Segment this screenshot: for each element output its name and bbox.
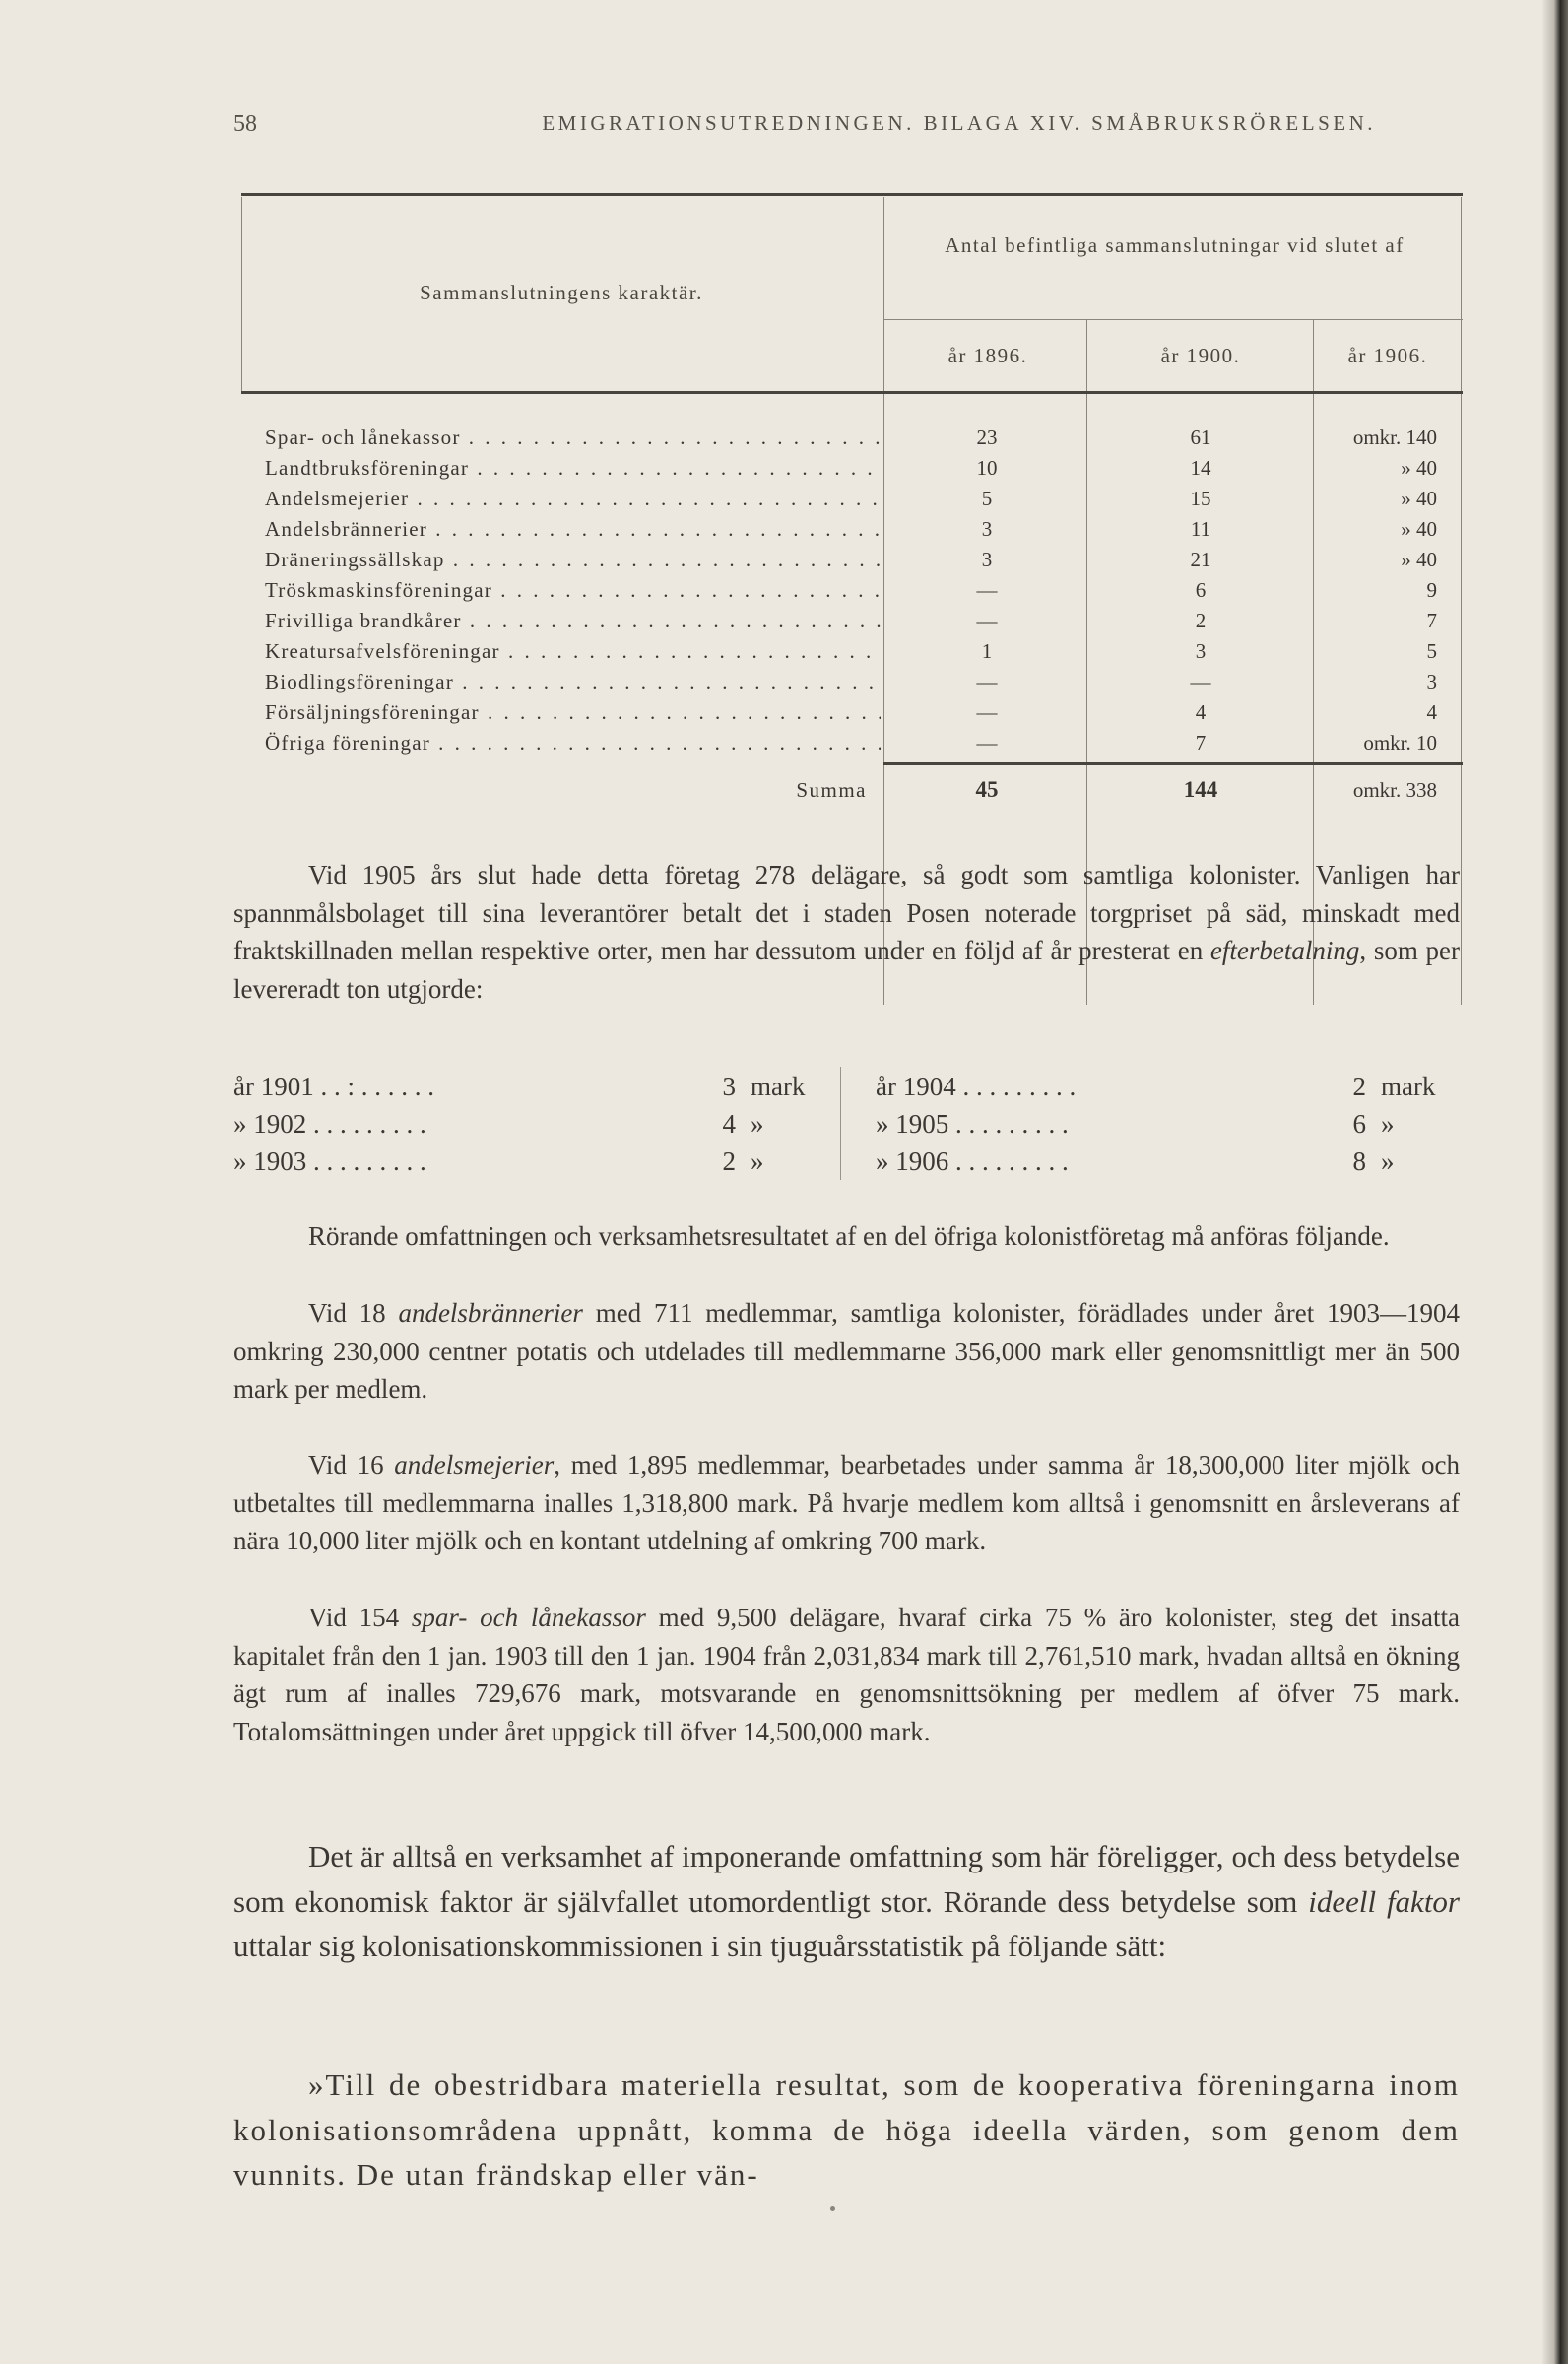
italic-term: ideell faktor [1308, 1883, 1460, 1919]
payment-value: 6 [1352, 1109, 1366, 1139]
value-1906: » 40 [1401, 548, 1437, 571]
paragraph-mejerier: Vid 16 andelsmejerier, med 1,895 medlemmar, bearbetades under samma år 18,300,000 liter mjölk och utbetaltes till medlemmarna inalles 1,318,800 mark. På hvarje medlem kom alltså i genomsnitt en årsleverans af nära 10,000 liter mjölk och en kontant utdelning af omkring 700 mark. [233, 1450, 1460, 1555]
payment-year: » 1905 . . . . . . . . . [876, 1109, 1069, 1139]
payment-year: år 1901 . . : . . . . . . [233, 1072, 434, 1101]
payment-value: 2 [722, 1147, 736, 1176]
payment-row [233, 1105, 1460, 1143]
row-label: Kreatursafvelsföreningar . . . [265, 636, 881, 667]
payment-value: 8 [1352, 1147, 1366, 1176]
column-header-1900: år 1900. [1160, 344, 1241, 367]
payment-unit: mark [1381, 1072, 1436, 1101]
row-label: Tröskmaskinsföreningar . . . [265, 575, 881, 606]
table-top-rule [241, 193, 1463, 196]
table-row [241, 636, 1463, 667]
page-number: 58 [233, 111, 257, 137]
sum-1896: 45 [975, 777, 999, 802]
payment-year: » 1906 . . . . . . . . . [876, 1147, 1069, 1176]
payment-value: 4 [722, 1109, 736, 1139]
value-1896: — [976, 578, 998, 602]
running-header [233, 111, 1376, 138]
header-divider [883, 319, 1463, 320]
value-1900: 61 [1190, 426, 1211, 449]
table-row [241, 514, 1463, 545]
value-1896: — [976, 609, 998, 632]
sum-rule [883, 762, 1463, 765]
table-row [241, 575, 1463, 606]
row-label: Spar- och lånekassor . . . [265, 423, 881, 453]
italic-term: efterbetalning [1209, 936, 1360, 965]
book-binding-edge [1542, 0, 1568, 2364]
payment-unit: » [751, 1147, 764, 1176]
column-header-character: Sammanslutningens karaktär. [420, 281, 703, 304]
row-label: Andelsmejerier . . . [265, 484, 881, 514]
value-1906: omkr. 10 [1363, 731, 1437, 755]
value-1900: 11 [1190, 517, 1211, 541]
value-1896: 5 [981, 487, 993, 510]
italic-term: spar- och lånekassor [411, 1603, 646, 1632]
row-label: Frivilliga brandkårer . . . [265, 606, 881, 636]
sum-1900: 144 [1183, 777, 1218, 802]
italic-term: andelsmejerier [394, 1450, 555, 1479]
payment-unit: » [1381, 1109, 1395, 1139]
table-row [241, 484, 1463, 514]
value-1900: 4 [1195, 700, 1207, 724]
payment-value: 2 [1352, 1072, 1366, 1101]
payment-row [233, 1068, 1460, 1105]
table-row [241, 667, 1463, 697]
payment-year: » 1903 . . . . . . . . . [233, 1147, 426, 1176]
italic-term: andelsbrännerier [398, 1298, 583, 1328]
group-header: Antal befintliga sammanslutningar vid slutet af [945, 233, 1405, 257]
payment-unit: » [751, 1109, 764, 1139]
value-1896: — [976, 700, 998, 724]
value-1900: 2 [1195, 609, 1207, 632]
value-1896: 3 [981, 517, 993, 541]
payment-value: 3 [722, 1072, 736, 1101]
row-label: Andelsbrännerier . . . [265, 514, 881, 545]
value-1906: » 40 [1401, 487, 1437, 510]
paragraph-conclusion: Det är alltså en verksamhet af imponerande omfattning som här föreligger, och dess betydelse som ekonomisk faktor är självfallet utomordentligt stor. Rörande dess betydelse som ideell faktor uttalar sig kolonisationskommissionen i sin tjuguårsstatistik på följande sätt: [233, 1839, 1460, 1963]
column-header-1896: år 1896. [947, 344, 1028, 367]
payment-unit: » [1381, 1147, 1395, 1176]
payment-unit: mark [751, 1072, 806, 1101]
value-1896: 3 [981, 548, 993, 571]
row-label: Öfriga föreningar . . . [265, 728, 881, 758]
value-1900: — [1190, 670, 1211, 693]
value-1906: omkr. 140 [1352, 426, 1437, 449]
table-row [241, 606, 1463, 636]
value-1896: 23 [976, 426, 998, 449]
value-1900: 21 [1190, 548, 1211, 571]
print-speck [830, 2206, 835, 2211]
paragraph-quote: »Till de obestridbara materiella resultat, som de kooperativa föreningarna inom kolonisationsområdena uppnått, komma de höga ideella värden, som genom dem vunnits. De utan frändskap eller vän- [233, 2068, 1460, 2192]
value-1900: 14 [1190, 456, 1211, 480]
table-row [241, 423, 1463, 453]
sum-row [241, 774, 1463, 806]
value-1900: 15 [1190, 487, 1211, 510]
payment-year: » 1902 . . . . . . . . . [233, 1109, 426, 1139]
table-row [241, 697, 1463, 728]
value-1906: » 40 [1401, 517, 1437, 541]
paragraph-brannerier: Vid 18 andelsbrännerier med 711 medlemmar, samtliga kolonister, förädlades under året 1903—1904 omkring 230,000 centner potatis och utdelades till medlemmarne 356,000 mark eller genomsnittligt mer än 500 mark per medlem. [233, 1298, 1460, 1404]
table-row [241, 728, 1463, 758]
table-row [241, 453, 1463, 484]
paragraph-lanekassor: Vid 154 spar- och lånekassor med 9,500 delägare, hvaraf cirka 75 % äro kolonister, steg det insatta kapitalet från den 1 jan. 1903 till den 1 jan. 1904 från 2,031,834 mark till 2,761,510 mark, hvadan alltså en ökning ägt rum af inalles 729,676 mark, motsvarande en genomsnittsökning per medlem af öfver 75 mark. Totalomsättningen under året uppgick till öfver 14,500,000 mark. [233, 1603, 1460, 1746]
value-1896: — [976, 670, 998, 693]
value-1906: 7 [1426, 609, 1437, 632]
value-1896: 10 [976, 456, 998, 480]
sum-label: Summa [796, 778, 867, 802]
payment-row [233, 1143, 1460, 1180]
value-1896: — [976, 731, 998, 755]
paragraph-spannmal: Vid 1905 års slut hade detta företag 278 delägare, så godt som samtliga kolonister. Vanligen har spannmålsbolaget till sina leverantörer betalt det i staden Posen noterade torgpriset på säd, minskadt med fraktskillnaden mellan respektive orter, men har dessutom under en följd af år presterat en efterbetalning, som per levereradt ton utgjorde: [233, 860, 1460, 1004]
value-1906: 5 [1426, 639, 1437, 663]
table-row [241, 545, 1463, 575]
value-1906: 3 [1426, 670, 1437, 693]
payment-year: år 1904 . . . . . . . . . [876, 1072, 1077, 1101]
value-1900: 6 [1195, 578, 1207, 602]
row-label: Försäljningsföreningar . . . [265, 697, 881, 728]
column-header-1906: år 1906. [1347, 344, 1428, 367]
value-1900: 7 [1195, 731, 1207, 755]
running-title: EMIGRATIONSUTREDNINGEN. BILAGA XIV. SMÅBRUKSRÖRELSEN. [542, 111, 1376, 135]
header-bottom-rule [241, 391, 1463, 394]
paragraph-intro: Rörande omfattningen och verksamhetsresultatet af en del öfriga kolonistföretag må anföras följande. [308, 1221, 1390, 1251]
row-label: Biodlingsföreningar . . . [265, 667, 881, 697]
sum-1906: omkr. 338 [1352, 778, 1437, 802]
value-1906: 4 [1426, 700, 1437, 724]
value-1906: 9 [1426, 578, 1437, 602]
table-left-border [241, 197, 242, 391]
value-1900: 3 [1195, 639, 1207, 663]
value-1906: » 40 [1401, 456, 1437, 480]
row-label: Dräneringssällskap . . . [265, 545, 881, 575]
value-1896: 1 [981, 639, 993, 663]
row-label: Landtbruksföreningar . . . [265, 453, 881, 484]
